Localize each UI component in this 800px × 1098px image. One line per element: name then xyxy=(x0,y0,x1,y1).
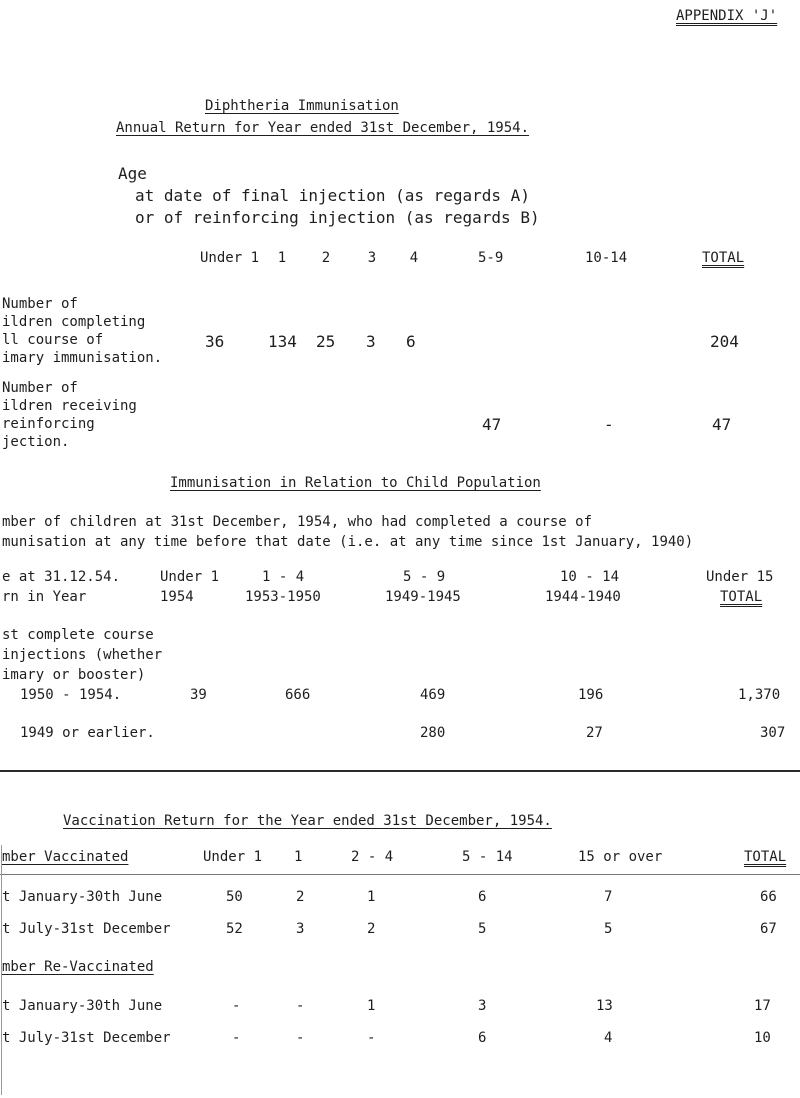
cell: 2 xyxy=(296,889,305,905)
cell: 666 xyxy=(285,687,311,703)
row-label: jection. xyxy=(2,434,70,450)
col-header: 5 - 14 xyxy=(462,849,513,865)
appendix-label: APPENDIX 'J' xyxy=(676,8,778,24)
col-header: 5-9 xyxy=(478,250,504,266)
row-label: ildren completing xyxy=(2,314,146,330)
col-header: 1 xyxy=(294,849,303,865)
vacc-label: mber Vaccinated xyxy=(2,849,129,865)
col-header: 3 xyxy=(367,250,377,266)
cell: 5 xyxy=(478,921,487,937)
row-label: 1949 or earlier. xyxy=(20,725,155,741)
intro-line: mber of children at 31st December, 1954, who had completed a course of xyxy=(2,514,593,530)
age-note-1: at date of final injection (as regards A) xyxy=(135,186,530,205)
row-label: t January-30th June xyxy=(2,998,163,1014)
cell: - xyxy=(367,1030,376,1046)
col-header: 5 - 9 xyxy=(403,569,446,585)
cell-total: 17 xyxy=(754,998,771,1014)
row-label: reinforcing xyxy=(2,416,95,432)
col-header: 2 - 4 xyxy=(351,849,394,865)
col-header-left: rn in Year xyxy=(2,589,87,605)
cell: - xyxy=(232,1030,241,1046)
col-header: 1944-1940 xyxy=(545,589,621,605)
row-label: t July-31st December xyxy=(2,1030,171,1046)
cell: 25 xyxy=(316,332,336,351)
cell: 27 xyxy=(586,725,603,741)
col-header-total: TOTAL xyxy=(744,849,787,865)
row-label: 1950 - 1954. xyxy=(20,687,122,703)
section-title: Immunisation in Relation to Child Population xyxy=(170,475,541,491)
cell: 3 xyxy=(366,332,376,351)
cell: 4 xyxy=(604,1030,613,1046)
col-header: Under 1 xyxy=(203,849,263,865)
col-header: 1953-1950 xyxy=(245,589,321,605)
row-label: imary or booster) xyxy=(2,667,146,683)
cell: 52 xyxy=(226,921,243,937)
cell: 134 xyxy=(268,332,297,351)
row-label: ll course of xyxy=(2,332,104,348)
cell-total: 1,370 xyxy=(738,687,781,703)
row-label: Number of xyxy=(2,296,78,312)
row-label: st complete course xyxy=(2,627,154,643)
col-header: 1 - 4 xyxy=(262,569,305,585)
col-header: 10-14 xyxy=(585,250,628,266)
age-label: Age xyxy=(118,164,147,183)
divider xyxy=(0,770,800,772)
header-rule xyxy=(0,874,800,875)
cell: 13 xyxy=(596,998,613,1014)
cell: 6 xyxy=(406,332,416,351)
col-header-total: TOTAL xyxy=(702,250,745,266)
left-margin-line xyxy=(1,845,2,1095)
row-label: t January-30th June xyxy=(2,889,163,905)
cell: 3 xyxy=(296,921,305,937)
col-header: Under 15 xyxy=(706,569,774,585)
cell: 39 xyxy=(190,687,207,703)
cell: 6 xyxy=(478,1030,487,1046)
col-header: 2 xyxy=(321,250,331,266)
col-header-left: e at 31.12.54. xyxy=(2,569,121,585)
col-header: 1954 xyxy=(160,589,194,605)
age-note-2: or of reinforcing injection (as regards B) xyxy=(135,208,540,227)
cell: 36 xyxy=(205,332,225,351)
cell: - xyxy=(296,998,305,1014)
cell: 7 xyxy=(604,889,613,905)
cell: - xyxy=(604,415,614,434)
col-header: 10 - 14 xyxy=(560,569,620,585)
page-subtitle: Annual Return for Year ended 31st December, 1954. xyxy=(116,120,530,136)
cell: 6 xyxy=(478,889,487,905)
col-header: Under 1 xyxy=(160,569,220,585)
cell: 1 xyxy=(367,998,376,1014)
col-header-total: TOTAL xyxy=(720,589,763,605)
cell-total: 66 xyxy=(760,889,777,905)
section-title: Vaccination Return for the Year ended 31st December, 1954. xyxy=(63,813,552,829)
cell: 469 xyxy=(420,687,446,703)
cell: 196 xyxy=(578,687,604,703)
cell-total: 10 xyxy=(754,1030,771,1046)
col-header: 1 xyxy=(277,250,287,266)
cell-total: 67 xyxy=(760,921,777,937)
intro-line: munisation at any time before that date (i.e. at any time since 1st January, 1940) xyxy=(2,534,694,550)
col-header: 1949-1945 xyxy=(385,589,461,605)
cell: - xyxy=(296,1030,305,1046)
cell: 3 xyxy=(478,998,487,1014)
row-label: t July-31st December xyxy=(2,921,171,937)
row-label: injections (whether xyxy=(2,647,163,663)
cell: 5 xyxy=(604,921,613,937)
cell: 50 xyxy=(226,889,243,905)
cell: 47 xyxy=(482,415,502,434)
row-label: Number of xyxy=(2,380,78,396)
cell-total: 204 xyxy=(710,332,739,351)
revacc-label: mber Re-Vaccinated xyxy=(2,959,154,975)
cell-total: 307 xyxy=(760,725,786,741)
col-header: 15 or over xyxy=(578,849,663,865)
row-label: imary immunisation. xyxy=(2,350,163,366)
cell: 2 xyxy=(367,921,376,937)
cell: 1 xyxy=(367,889,376,905)
cell: 280 xyxy=(420,725,446,741)
col-header: Under 1 xyxy=(200,250,260,266)
cell: - xyxy=(232,998,241,1014)
cell-total: 47 xyxy=(712,415,732,434)
col-header: 4 xyxy=(409,250,419,266)
row-label: ildren receiving xyxy=(2,398,137,414)
page-title: Diphtheria Immunisation xyxy=(205,98,399,114)
